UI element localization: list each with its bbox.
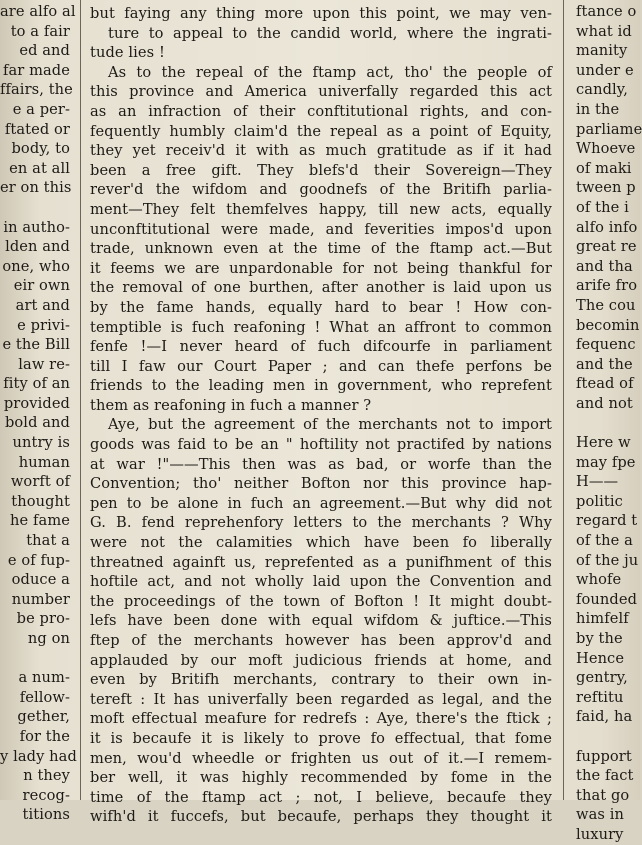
text-line: was in bbox=[576, 806, 624, 824]
text-line: alfo info bbox=[576, 218, 638, 236]
text-line: the removal of one burthen, after another is laid upon us bbox=[90, 279, 552, 297]
text-line: law re- bbox=[18, 355, 70, 373]
text-line: Aye, but the agreement of the merchants not to import bbox=[108, 416, 552, 434]
text-line: of the i bbox=[576, 198, 629, 216]
text-line: for the bbox=[19, 727, 70, 745]
text-line: friends to the leading men in government, who reprefent bbox=[90, 377, 552, 395]
text-line: luxury bbox=[576, 825, 624, 843]
text-line: ed and bbox=[19, 42, 70, 60]
text-line: may fpe bbox=[576, 453, 636, 471]
text-line: and tha bbox=[576, 257, 633, 275]
text-line: in the bbox=[576, 100, 620, 118]
text-line: of the a bbox=[576, 532, 633, 550]
text-line: ture to appeal to the candid world, where the ingrati- bbox=[108, 24, 552, 42]
text-line: ment—They felt themfelves happy, till new acts, equally bbox=[90, 200, 552, 218]
text-line: whofe bbox=[576, 571, 622, 589]
text-line: applauded by our moft judicious friends at home, and bbox=[90, 651, 552, 669]
text-line: As to the repeal of the ftamp act, tho' the people of bbox=[108, 63, 552, 81]
text-line: time of the ftamp act ; not, I believe, becaufe they bbox=[90, 788, 552, 806]
text-line: ng on bbox=[27, 630, 70, 647]
text-line: that go bbox=[576, 786, 630, 804]
text-line: far made bbox=[2, 61, 70, 79]
text-line: bold and bbox=[4, 414, 70, 432]
main-column bbox=[90, 0, 552, 826]
text-line: fequently humbly claim'd the repeal as a point of Equity, bbox=[90, 122, 552, 140]
text-line: lefs have been done with equal wifdom & juftice.—This bbox=[90, 612, 552, 630]
text-line: under e bbox=[576, 61, 634, 79]
text-line: fellow- bbox=[19, 688, 70, 706]
text-line: at war !"——This then was as bad, or worfe than the bbox=[90, 455, 552, 473]
text-line: en at all bbox=[9, 159, 70, 177]
text-line: titions bbox=[22, 806, 70, 824]
text-line bbox=[576, 727, 640, 747]
text-line: rever'd the wifdom and goodnefs of the Britifh parlia- bbox=[90, 181, 552, 199]
right-column bbox=[574, 0, 642, 843]
text-line: parliame bbox=[576, 120, 642, 138]
text-line: gether, bbox=[17, 708, 70, 726]
text-line: and not bbox=[576, 394, 633, 412]
text-line: number bbox=[11, 590, 70, 608]
text-line: The cou bbox=[576, 296, 636, 314]
text-line: one, who bbox=[2, 257, 70, 275]
text-line: reftitu bbox=[576, 688, 624, 706]
text-line: them as reafoning in fuch a manner ? bbox=[90, 396, 372, 414]
text-line: e of fup- bbox=[7, 551, 70, 569]
text-line: the fact bbox=[576, 767, 634, 785]
text-line: to a fair bbox=[10, 22, 70, 40]
text-line: and the bbox=[576, 355, 633, 373]
text-line: himfelf bbox=[576, 610, 629, 628]
text-line: G. B. fend reprehenfory letters to the merchants ? Why bbox=[90, 514, 552, 532]
text-line: Here w bbox=[576, 434, 631, 452]
text-line: goods was faid to be an " hoftility not practifed by nations bbox=[90, 436, 552, 454]
text-line: by the fame hands, equally hard to bear ! How con- bbox=[90, 298, 552, 316]
text-line: by the bbox=[576, 630, 623, 647]
text-line: recog- bbox=[22, 786, 70, 804]
text-line: fity of an bbox=[3, 375, 70, 393]
text-line: regard t bbox=[576, 512, 638, 530]
text-line: what id bbox=[576, 22, 632, 40]
text-line: ffairs, the bbox=[0, 81, 73, 99]
text-line: that a bbox=[26, 532, 70, 550]
text-line: provided bbox=[3, 394, 70, 412]
text-line: thought bbox=[11, 492, 70, 510]
column-rule-left bbox=[80, 0, 81, 800]
text-line: H—— bbox=[576, 473, 619, 491]
text-line: manity bbox=[576, 42, 628, 60]
text-line: lden and bbox=[5, 238, 70, 256]
text-line: eir own bbox=[13, 277, 70, 295]
text-line: till I faw our Court Paper ; and can thefe perfons be bbox=[90, 357, 552, 375]
text-line: of maki bbox=[576, 159, 632, 177]
text-line: oduce a bbox=[11, 571, 70, 589]
text-line: pen to be alone in fuch an agreement.—But why did not bbox=[90, 494, 552, 512]
text-line: e a per- bbox=[12, 100, 70, 118]
text-line: unconftitutional were made, and feverities impos'd upon bbox=[90, 220, 552, 238]
text-line: ftated or bbox=[4, 120, 70, 138]
text-line: tereft : It has univerfally been regarded as legal, and the bbox=[90, 690, 552, 708]
text-line: fequenc bbox=[576, 336, 636, 354]
text-line: were not the calamities which have been fo liberally bbox=[90, 534, 552, 552]
text-line: er on this bbox=[0, 179, 72, 197]
text-line: moft effectual meafure for redrefs : Aye, there's the ftick ; bbox=[90, 710, 552, 728]
text-line: body, to bbox=[11, 140, 70, 158]
text-line: hoftile act, and not wholly laid upon the Convention and bbox=[90, 573, 552, 591]
text-line: n they bbox=[23, 767, 70, 785]
text-line: threatned againft us, reprefented as a punifhment of this bbox=[90, 553, 552, 571]
text-line bbox=[0, 198, 72, 218]
text-line: e the Bill bbox=[2, 336, 70, 354]
text-line: e privi- bbox=[17, 316, 70, 334]
text-line: politic bbox=[576, 492, 623, 510]
text-line: are alfo al bbox=[0, 3, 76, 20]
text-line: becomin bbox=[576, 316, 640, 334]
column-rule-right bbox=[563, 0, 564, 800]
text-line: in autho- bbox=[3, 218, 70, 236]
text-line: worft of bbox=[10, 473, 70, 491]
text-line: Convention; tho' neither Bofton nor this province hap- bbox=[90, 475, 552, 493]
text-line: wifh'd it fuccefs, but becaufe, perhaps they thought it bbox=[90, 808, 552, 826]
text-line: they yet receiv'd it with as much gratitude as if it had bbox=[90, 142, 552, 160]
text-line: art and bbox=[15, 296, 70, 314]
text-line: men, wou'd wheedle or frighten us out of it.—I remem- bbox=[90, 749, 552, 767]
text-line: this province and America univerfally regarded this act bbox=[90, 83, 552, 101]
text-line: Hence bbox=[576, 649, 625, 667]
text-line: it feems we are unpardonable for not being thankful for bbox=[90, 259, 552, 277]
text-line: he fame bbox=[10, 512, 70, 530]
text-line: ftep of the merchants however has been approv'd and bbox=[90, 632, 552, 649]
text-line: but faying any thing more upon this point, we may ven- bbox=[90, 5, 552, 22]
text-line: candly, bbox=[576, 81, 628, 99]
text-line: fupport bbox=[576, 747, 632, 765]
text-line: founded bbox=[576, 590, 638, 608]
text-line: untry is bbox=[12, 434, 70, 452]
text-line: Whoeve bbox=[576, 140, 636, 158]
text-line: tude lies ! bbox=[90, 44, 165, 62]
text-line: ftance o bbox=[576, 3, 637, 20]
text-line: arife fro bbox=[576, 277, 638, 295]
text-line: the proceedings of the town of Bofton ! It might doubt- bbox=[90, 592, 552, 610]
text-line: gentry, bbox=[576, 669, 628, 687]
text-line: y lady had bbox=[0, 747, 77, 765]
text-line: temptible is fuch reafoning ! What an affront to common bbox=[90, 318, 552, 336]
text-line: ber well, it was highly recommended by fome in the bbox=[90, 769, 552, 787]
text-line bbox=[0, 649, 72, 669]
text-line: human bbox=[18, 453, 70, 471]
text-line: of the ju bbox=[576, 551, 639, 569]
text-line: faid, ha bbox=[576, 708, 633, 726]
text-line bbox=[576, 413, 640, 433]
text-line: fenfe !—I never heard of fuch difcourfe in parliament bbox=[90, 338, 552, 356]
text-line: be pro- bbox=[16, 610, 70, 628]
text-line: ftead of bbox=[576, 375, 634, 393]
left-column bbox=[0, 0, 77, 824]
text-line: a num- bbox=[18, 669, 70, 687]
text-line: tween p bbox=[576, 179, 636, 197]
text-line: it is becaufe it is likely to prove fo effectual, that fome bbox=[90, 729, 552, 747]
text-line: been a free gift. They blefs'd their Sovereign—They bbox=[90, 161, 552, 179]
text-line: trade, unknown even at the time of the ftamp act.—But bbox=[90, 240, 552, 258]
text-line: great re bbox=[576, 238, 637, 256]
text-line: as an infraction of their conftitutional rights, and con- bbox=[90, 102, 552, 120]
text-line: even by Britifh merchants, contrary to their own in- bbox=[90, 671, 552, 689]
